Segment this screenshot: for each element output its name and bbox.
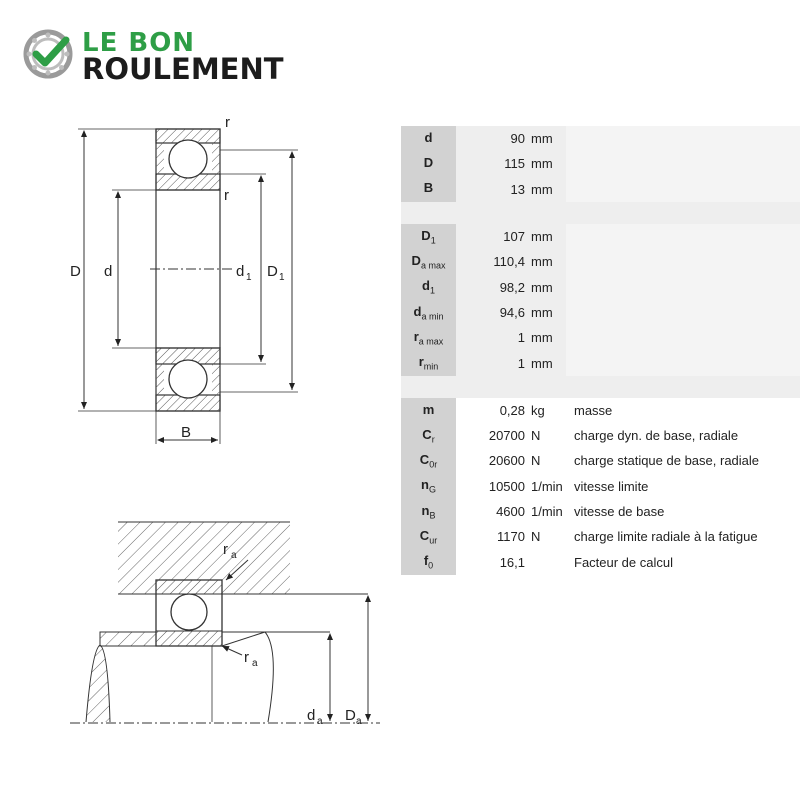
value-unit: mm [531, 156, 553, 172]
symbol-main: n [421, 477, 429, 493]
spec-row [401, 350, 800, 375]
symbol-sub: G [428, 485, 436, 495]
value-unit: 1/min [531, 478, 563, 494]
symbol-main: B [423, 180, 434, 196]
spec-description: charge statique de base, radiale [566, 448, 800, 473]
symbol-main: d [422, 278, 430, 294]
separator-cell [401, 202, 800, 224]
symbol-sub: B [429, 510, 436, 521]
symbol-main: m [422, 401, 435, 417]
label-D1-sub: 1 [279, 272, 285, 283]
value-unit: N [531, 453, 541, 469]
label-D1: D [267, 263, 278, 280]
spec-value [456, 398, 566, 423]
value-number: 98,2 [499, 279, 525, 295]
symbol-sub: a max [418, 336, 444, 347]
symbol-sub: ur [429, 535, 438, 546]
spec-value [456, 350, 566, 375]
spec-description [566, 249, 800, 274]
spec-symbol [401, 177, 456, 202]
spec-value [456, 224, 566, 249]
value-number: 16,1 [499, 554, 525, 570]
value-unit: mm [531, 181, 553, 197]
spec-symbol [401, 224, 456, 249]
spec-row [401, 249, 800, 274]
spec-symbol [401, 398, 456, 423]
spec-row [401, 224, 800, 249]
spec-separator [401, 376, 800, 398]
value-unit: mm [531, 254, 553, 270]
symbol-sub: 0r [429, 459, 438, 470]
spec-description [566, 274, 800, 299]
label-r-top: r [225, 114, 230, 131]
spec-row [401, 274, 800, 299]
spec-row [401, 423, 800, 448]
value-number: 110,4 [493, 254, 525, 270]
symbol-main: D [423, 155, 434, 171]
spec-row [401, 325, 800, 350]
spec-value [456, 274, 566, 299]
spec-symbol [401, 549, 456, 574]
spec-value [456, 423, 566, 448]
spec-symbol [401, 300, 456, 325]
spec-symbol [401, 474, 456, 499]
value-unit: mm [531, 279, 553, 295]
value-unit: kg [531, 402, 545, 418]
spec-row [401, 499, 800, 524]
spec-description: charge dyn. de base, radiale [566, 423, 800, 448]
symbol-main: d [413, 303, 422, 319]
spec-description [566, 350, 800, 375]
value-unit: N [531, 529, 541, 545]
spec-value [456, 524, 566, 549]
spec-row [401, 151, 800, 176]
value-unit: 1/min [531, 504, 563, 519]
spec-value [456, 325, 566, 350]
label-Da-sub: a [356, 716, 362, 727]
spec-row [401, 177, 800, 202]
spec-description [566, 126, 800, 151]
spec-row [401, 474, 800, 499]
label-da-sub: a [317, 716, 323, 727]
spec-symbol [401, 448, 456, 473]
value-number: 10500 [488, 478, 525, 494]
value-number: 4600 [496, 504, 525, 519]
spec-symbol [401, 249, 456, 274]
spec-row [401, 398, 800, 423]
brand-line-1: LE BON [82, 28, 196, 58]
spec-value [456, 549, 566, 574]
spec-description: vitesse limite [566, 474, 800, 499]
value-number: 0,28 [499, 402, 525, 418]
spec-symbol [401, 499, 456, 524]
symbol-sub: 1 [430, 235, 436, 246]
spec-row [401, 448, 800, 473]
bearing-section [70, 114, 298, 444]
label-Da: D [345, 707, 356, 724]
spec-value [456, 474, 566, 499]
symbol-main: r [413, 328, 419, 344]
label-ra-top-sub: a [231, 550, 237, 561]
label-D: D [70, 263, 81, 280]
symbol-sub: a min [421, 311, 444, 322]
label-ra-bot-sub: a [252, 658, 258, 669]
symbol-sub: 0 [428, 560, 434, 571]
label-r-mid: r [224, 187, 229, 204]
spec-table [401, 126, 800, 575]
symbol-main: C [422, 426, 432, 442]
spec-symbol [401, 126, 456, 151]
value-unit: mm [531, 131, 553, 147]
value-unit: mm [531, 330, 553, 346]
brand-line-2: ROULEMENT [82, 52, 284, 86]
symbol-main: f [423, 553, 429, 569]
spec-symbol [401, 274, 456, 299]
spec-value [456, 151, 566, 176]
spec-value [456, 448, 566, 473]
symbol-main: C [419, 452, 430, 468]
spec-description [566, 300, 800, 325]
symbol-main: n [421, 502, 430, 518]
symbol-sub: a max [420, 260, 446, 271]
spec-value [456, 126, 566, 151]
spec-value [456, 177, 566, 202]
value-number: 107 [503, 229, 525, 245]
symbol-sub: min [423, 361, 439, 372]
spec-symbol [401, 151, 456, 176]
spec-row [401, 549, 800, 574]
value-number: 1 [517, 330, 525, 346]
value-number: 20600 [488, 453, 525, 469]
symbol-sub: r [431, 434, 435, 445]
spec-description [566, 177, 800, 202]
value-number: 1 [517, 355, 525, 371]
value-unit: N [531, 428, 541, 444]
spec-description [566, 224, 800, 249]
symbol-main: r [418, 354, 424, 370]
label-B: B [181, 424, 192, 441]
spec-separator [401, 202, 800, 224]
spec-body [401, 126, 800, 575]
value-unit: mm [531, 229, 553, 245]
spec-symbol [401, 325, 456, 350]
symbol-main: D [421, 227, 431, 243]
spec-description: masse [566, 398, 800, 423]
symbol-sub: 1 [429, 285, 435, 296]
spec-value [456, 300, 566, 325]
separator-cell [401, 376, 800, 398]
value-number: 115 [504, 156, 525, 172]
symbol-main: d [424, 129, 433, 145]
spec-value [456, 249, 566, 274]
spec-description: vitesse de base [566, 499, 800, 524]
spec-row [401, 524, 800, 549]
symbol-main: D [411, 253, 421, 269]
value-number: 13 [510, 181, 525, 197]
value-number: 94,6 [499, 304, 525, 320]
value-number: 20700 [488, 428, 525, 444]
value-unit: mm [531, 304, 553, 320]
mounting-section [70, 522, 380, 727]
spec-row [401, 126, 800, 151]
spec-description: charge limite radiale à la fatigue [566, 524, 800, 549]
spec-symbol [401, 524, 456, 549]
spec-value [456, 499, 566, 524]
spec-symbol [401, 423, 456, 448]
value-number: 1170 [497, 529, 525, 545]
label-ra-bot: r [244, 649, 249, 666]
spec-description [566, 325, 800, 350]
label-d1: d [236, 263, 245, 280]
spec-description [566, 151, 800, 176]
label-d: d [104, 263, 113, 280]
spec-symbol [401, 350, 456, 375]
label-d1-sub: 1 [246, 272, 252, 283]
label-da: d [307, 707, 316, 724]
value-number: 90 [510, 131, 525, 147]
spec-description: Facteur de calcul [566, 549, 800, 574]
label-ra-top: r [223, 541, 228, 558]
spec-row [401, 300, 800, 325]
symbol-main: C [419, 528, 430, 543]
value-unit: mm [531, 355, 553, 371]
